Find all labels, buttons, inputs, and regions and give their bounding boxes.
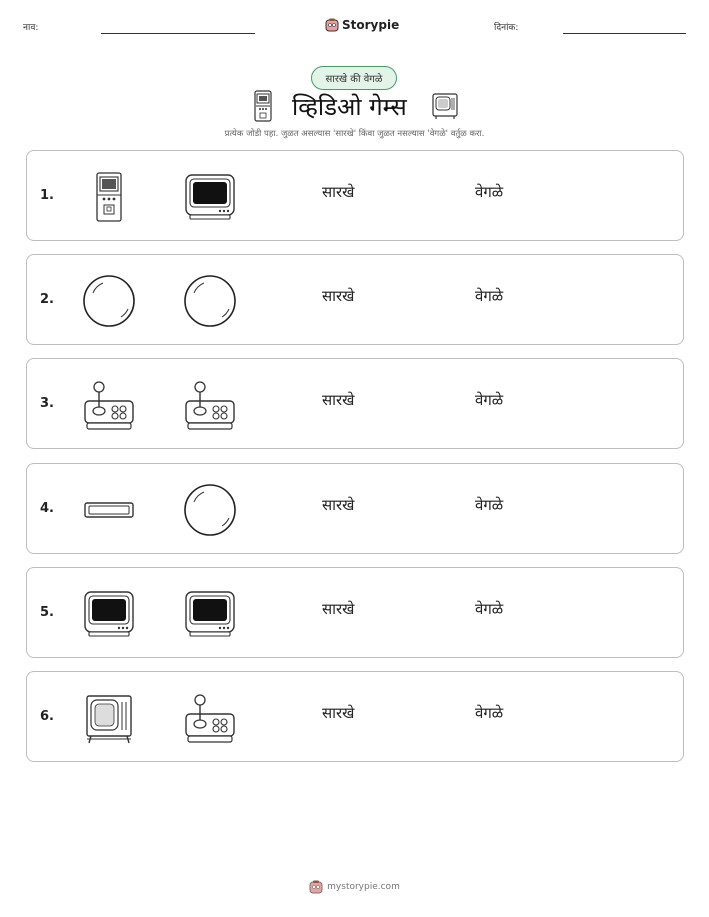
ball-icon [81,273,137,329]
option-different[interactable]: वेगळे [475,704,504,722]
option-same[interactable]: सारखे [322,704,355,722]
title-row [0,88,709,124]
question-number: 5. [40,604,54,620]
option-same[interactable]: सारखे [322,391,355,410]
option-same[interactable]: सारखे [322,495,355,514]
worksheet-title: व्हिडिओ गेम्स [292,93,407,121]
date-label: दिनांक: [494,23,519,33]
footer [0,880,709,894]
question-number: 6. [40,709,54,724]
worksheet-header [0,18,709,38]
name-label: नाव: [23,23,39,33]
question-number: 3. [40,396,54,412]
arcade-cabinet-icon [81,169,137,225]
brand-logo [325,18,399,32]
storypie-mascot-icon [309,880,323,894]
joystick-icon [81,377,137,433]
question-card [26,671,684,762]
question-card [26,463,684,554]
question-card [26,567,684,658]
brand-name: Storypie [342,18,400,32]
option-same[interactable]: सारखे [322,599,355,618]
option-different[interactable]: वेगळे [475,495,504,514]
option-same[interactable]: सारखे [322,183,355,201]
arcade-title-icon [253,90,273,122]
option-different[interactable]: वेगळे [475,287,504,306]
question-number: 1. [40,188,54,203]
question-card [26,150,684,241]
option-different[interactable]: वेगळे [475,183,504,201]
retro-tv-icon [81,690,137,746]
question-card [26,254,684,345]
footer-site: mystorypie.com [327,882,400,892]
crt-monitor-icon [182,169,238,225]
question-number: 4. [40,500,54,516]
crt-monitor-icon [81,586,137,642]
option-different[interactable]: वेगळे [475,599,504,618]
date-line [563,33,686,34]
retro-tv-title-icon [431,92,459,120]
cartridge-icon [81,482,137,538]
ball-icon [182,273,238,329]
joystick-icon [182,377,238,433]
joystick-icon [182,690,238,746]
instructions-text: प्रत्येक जोडी पहा. जुळत असल्यास 'सारखे' किंवा जुळत नसल्यास 'वेगळे' वर्तुळ करा. [224,129,485,139]
question-card [26,358,684,449]
worksheet-type-badge: सारखे की वेगळे [311,66,397,90]
storypie-mascot-icon [325,18,339,32]
crt-monitor-icon [182,586,238,642]
ball-icon [182,482,238,538]
option-different[interactable]: वेगळे [475,391,504,410]
option-same[interactable]: सारखे [322,287,355,306]
name-line [101,33,255,34]
question-number: 2. [40,292,54,308]
